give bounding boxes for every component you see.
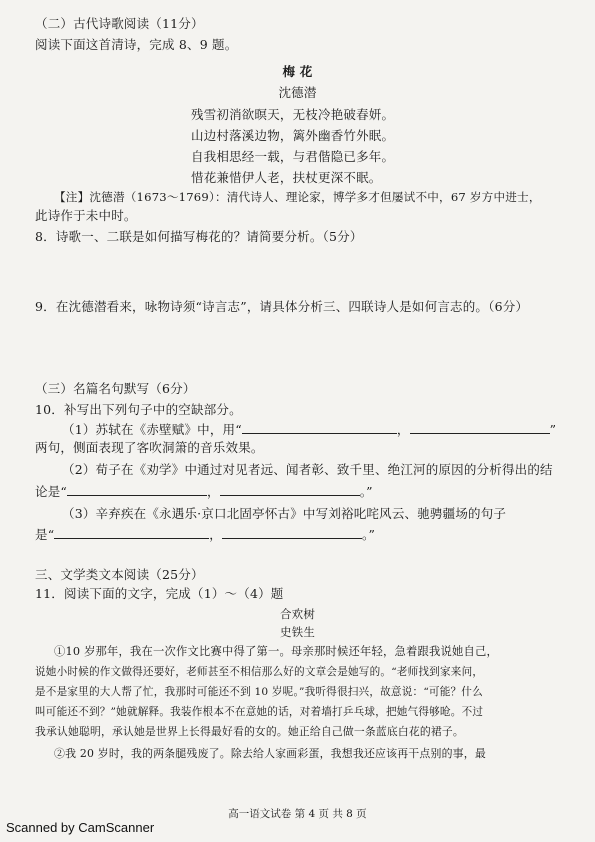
dictation-item-1 — [62, 421, 556, 438]
story-para-2-line-1: ②我 20 岁时，我的两条腿残废了。除去给人家画彩蛋，我想我还应该再干点别的事，最 — [54, 747, 486, 760]
literature-instruction: 11．阅读下面的文字，完成（1）～（4）题 — [35, 586, 284, 601]
answer-blank-3a[interactable] — [54, 526, 209, 539]
answer-blank-3b[interactable] — [222, 526, 362, 539]
poem-title: 梅 花 — [282, 64, 313, 79]
story-para-1-line-3: 是不是家里的大人帮了忙，我那时可能还不到 10 岁呢。”我听得很扫兴，故意说：“可能？什么 — [35, 686, 483, 698]
section-heading-poetry: （二）古代诗歌阅读（11分） — [35, 16, 204, 31]
dictation-item-2-prefix: 论是“ — [35, 484, 67, 499]
story-author: 史铁生 — [279, 625, 316, 639]
poem-line-1: 残雪初消欲暝天，无枝冷艳破春妍。 — [191, 107, 395, 122]
dictation-item-2-line-1: （2）荀子在《劝学》中通过对见者远、闻者彰、致千里、绝江河的原因的分析得出的结 — [62, 462, 553, 477]
question-8: 8．诗歌一、二联是如何描写梅花的？请简要分析。（5分） — [35, 229, 363, 244]
dictation-item-2 — [35, 483, 373, 500]
question-10: 10．补写出下列句子中的空缺部分。 — [35, 402, 242, 417]
question-9: 9．在沈德潜看来，咏物诗须“诗言志”，请具体分析三、四联诗人是如何言志的。（6分） — [35, 299, 529, 314]
answer-blank-2a[interactable] — [67, 483, 207, 496]
answer-blank-1a[interactable] — [242, 421, 397, 434]
dictation-item-2-mid: ， — [207, 484, 220, 499]
dictation-item-1-suffix: ” — [549, 422, 557, 437]
story-title: 合欢树 — [279, 607, 316, 621]
dictation-item-3-prefix: 是“ — [35, 527, 55, 542]
dictation-item-3-mid: ， — [209, 527, 222, 542]
poem-line-2: 山边村落溪边物，篱外幽香竹外眠。 — [191, 128, 395, 143]
poem-line-3: 自我相思经一载，与君偕隐已多年。 — [191, 149, 395, 164]
poem-note-line-1: 【注】沈德潜（1673～1769）：清代诗人、理论家，博学多才但屡试不中，67 岁方中进士， — [54, 190, 541, 204]
poem-note-line-2: 此诗作于未中时。 — [35, 208, 137, 223]
dictation-item-3-suffix: 。” — [362, 527, 376, 542]
scanner-watermark: Scanned by CamScanner — [6, 820, 155, 835]
answer-blank-1b[interactable] — [410, 421, 550, 434]
answer-blank-2b[interactable] — [220, 483, 360, 496]
section-heading-literature: 三、文学类文本阅读（25分） — [35, 567, 204, 582]
story-para-1-line-1: ①10 岁那年，我在一次作文比赛中得了第一。母亲那时候还年轻，急着跟我说她自己， — [54, 645, 498, 658]
story-para-1-line-2: 说她小时候的作文做得还要好，老师甚至不相信那么好的文章会是她写的。“老师找到家来问， — [35, 666, 484, 678]
poetry-instruction: 阅读下面这首清诗，完成 8、9 题。 — [35, 37, 238, 52]
poem-author: 沈德潜 — [278, 85, 317, 100]
page-footer: 高一语文试卷 第 4 页 共 8 页 — [228, 808, 367, 820]
dictation-item-3-line-1: （3）辛弃疾在《永遇乐·京口北固亭怀古》中写刘裕叱咤风云、驰骋疆场的句子 — [62, 506, 507, 521]
dictation-item-1-prefix: （1）苏轼在《赤壁赋》中，用“ — [62, 422, 242, 437]
dictation-item-2-suffix: 。” — [359, 484, 373, 499]
dictation-item-1-line-2: 两句，侧面表现了客吹洞箫的音乐效果。 — [35, 440, 264, 455]
dictation-item-3 — [35, 526, 375, 543]
dictation-item-1-mid: ， — [396, 422, 410, 437]
section-heading-dictation: （三）名篇名句默写（6分） — [35, 381, 196, 396]
story-para-1-line-5: 我承认她聪明，承认她是世界上长得最好看的女的。她正给自己做一条蓝底白花的裙子。 — [35, 725, 464, 738]
poem-line-4: 惜花兼惜伊人老，扶杖更深不眠。 — [191, 170, 382, 185]
story-para-1-line-4: 叫可能还不到？”她就解释。我装作根本不在意她的话，对着墙打乒乓球，把她气得够呛。不过 — [35, 706, 484, 718]
